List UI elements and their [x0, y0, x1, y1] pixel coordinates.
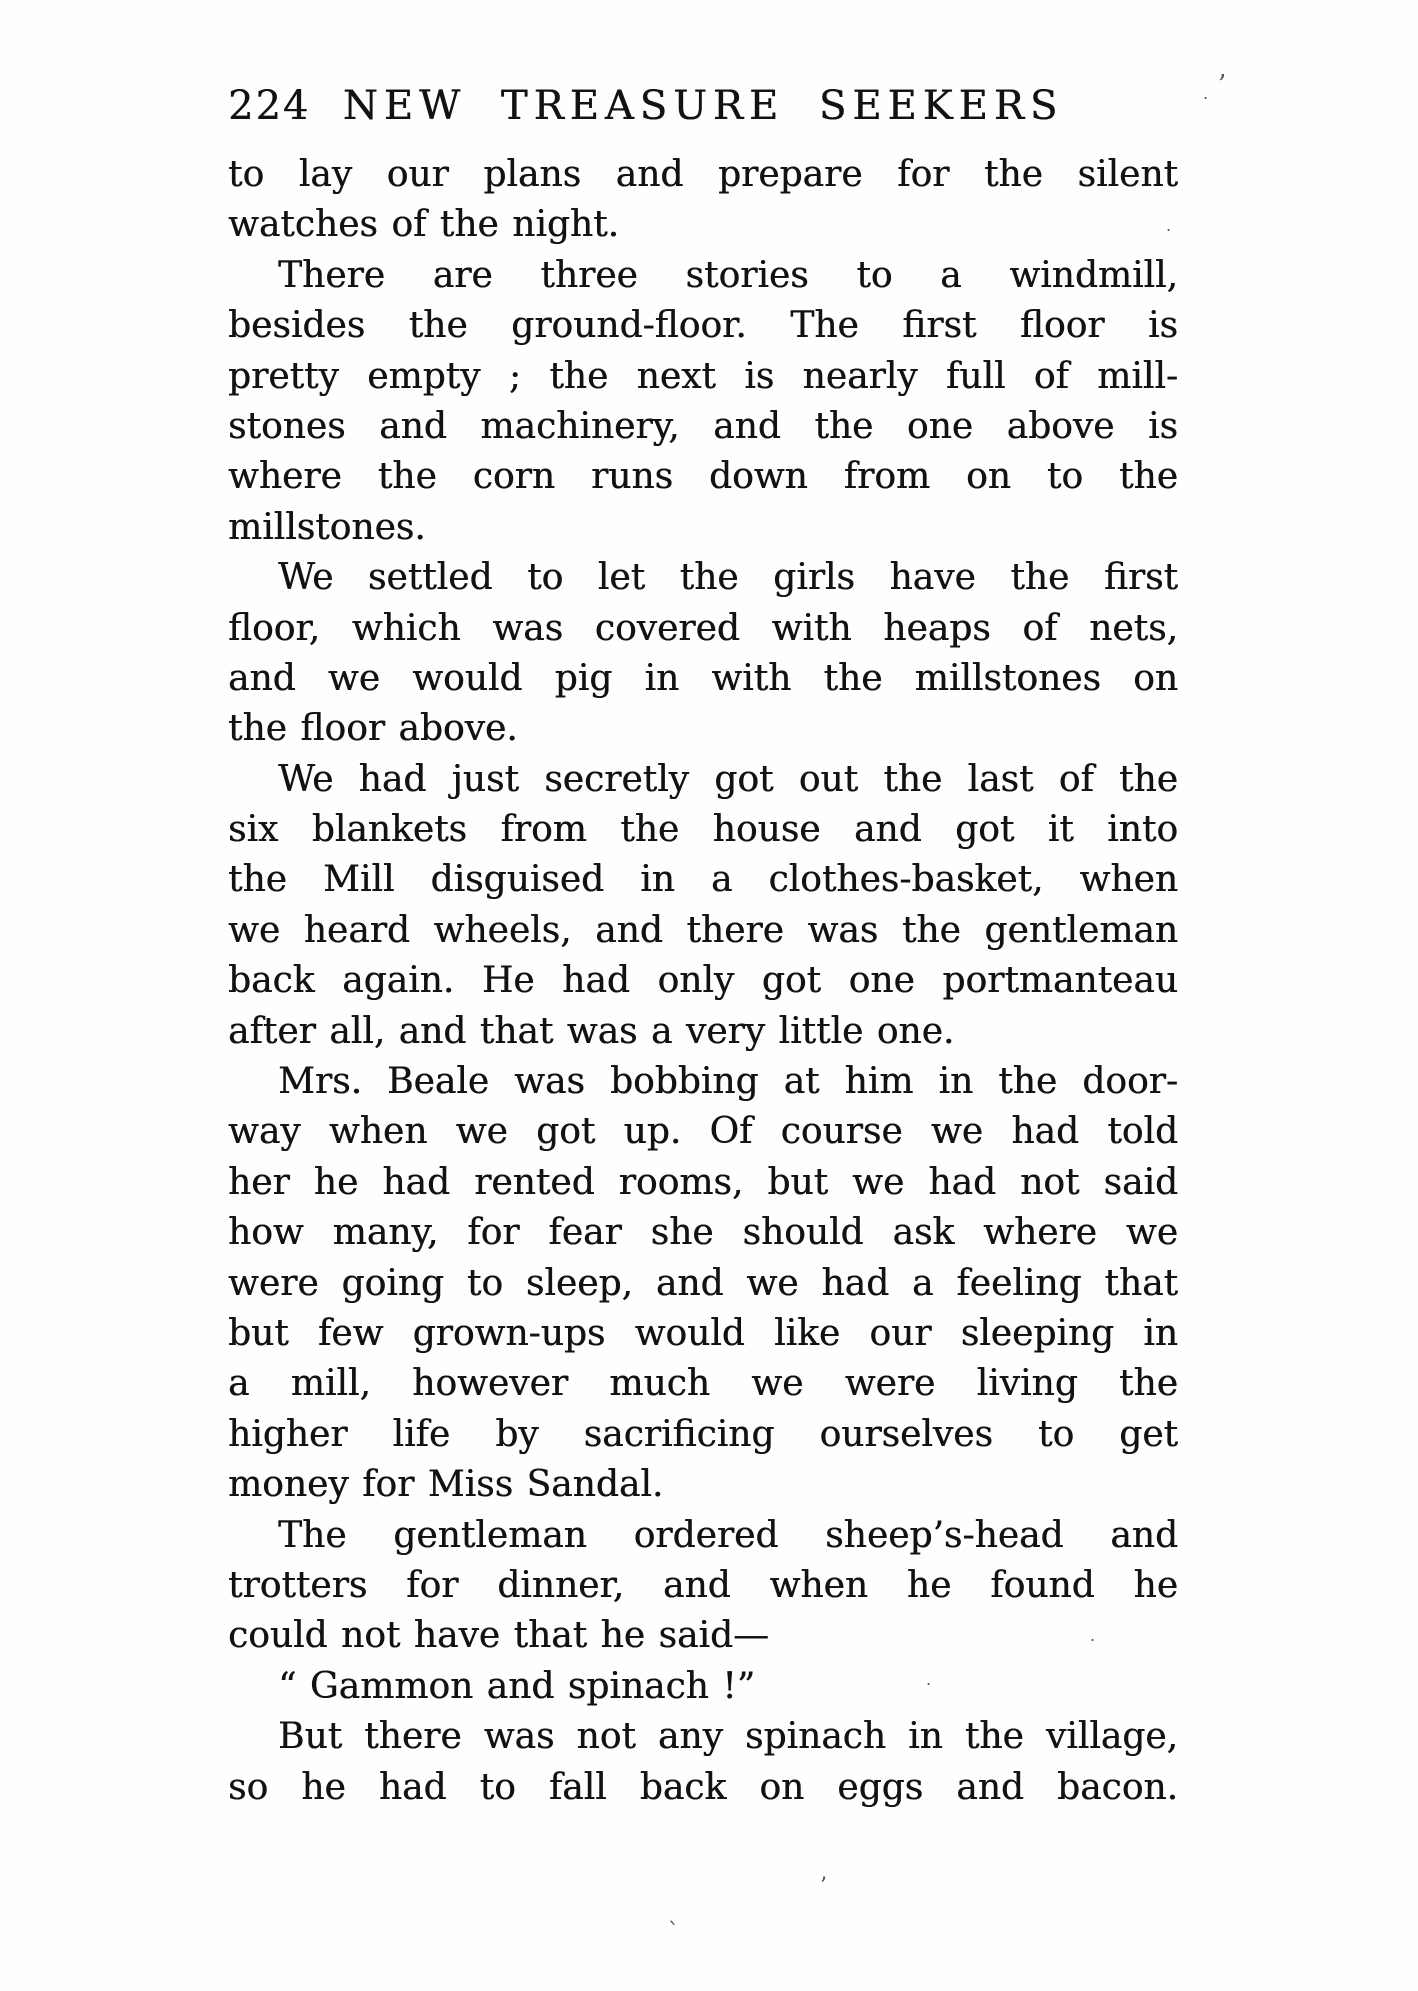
text-line: higher life by sacrificing ourselves to get	[228, 1413, 1178, 1455]
text-line: floor, which was covered with heaps of nets,	[228, 607, 1178, 649]
text-line: but few grown-ups would like our sleeping in	[228, 1312, 1178, 1354]
scan-speck: ’	[820, 1874, 827, 1899]
text-line: a mill, however much we were living the	[228, 1363, 1178, 1405]
scan-speck: `	[668, 1920, 679, 1945]
text-line: the floor above.	[228, 708, 518, 750]
text-line: where the corn runs down from on to the	[228, 456, 1178, 498]
text-line: way when we got up. Of course we had told	[228, 1111, 1178, 1153]
text-line: We settled to let the girls have the first	[278, 557, 1178, 599]
text-line: we heard wheels, and there was the gentleman	[228, 909, 1178, 951]
text-line: But there was not any spinach in the village,	[278, 1716, 1178, 1758]
text-line: after all, and that was a very little one.	[228, 1010, 955, 1052]
text-line: We had just secretly got out the last of the	[278, 758, 1178, 800]
text-line: were going to sleep, and we had a feeling that	[228, 1262, 1178, 1304]
text-line: so he had to fall back on eggs and bacon.	[228, 1766, 1178, 1808]
page-number: 224	[228, 83, 311, 129]
running-title: NEW TREASURE SEEKERS	[342, 83, 1064, 129]
scan-speck: ’	[1218, 70, 1227, 100]
text-line: pretty empty ; the next is nearly full of mill-	[228, 355, 1178, 397]
text-line: besides the ground-floor. The first floor is	[228, 305, 1178, 347]
text-line: six blankets from the house and got it into	[228, 809, 1178, 851]
text-line: the Mill disguised in a clothes-basket, when	[228, 859, 1178, 901]
text-line: millstones.	[228, 506, 426, 548]
scan-speck: .	[1166, 216, 1172, 235]
page-header	[228, 82, 1178, 130]
text-line: There are three stories to a windmill,	[278, 254, 1178, 296]
text-line: to lay our plans and prepare for the silent	[228, 154, 1178, 195]
text-line: watches of the night.	[228, 204, 619, 246]
scan-speck: .	[1090, 1626, 1096, 1645]
text-line: trotters for dinner, and when he found he	[228, 1564, 1178, 1606]
scan-speck: .	[1203, 84, 1209, 103]
text-line: how many, for fear she should ask where we	[228, 1212, 1178, 1254]
text-line: back again. He had only got one portmanteau	[228, 960, 1178, 1002]
text-line: Mrs. Beale was bobbing at him in the door-	[278, 1061, 1178, 1103]
scan-speck: .	[926, 1670, 932, 1689]
text-line: money for Miss Sandal.	[228, 1464, 664, 1506]
text-line: and we would pig in with the millstones on	[228, 657, 1178, 699]
body-text	[228, 150, 1178, 1813]
text-line: The gentleman ordered sheep’s-head and	[278, 1514, 1178, 1556]
text-line: could not have that he said—	[228, 1615, 769, 1657]
text-line: stones and machinery, and the one above is	[228, 405, 1178, 447]
text-line: her he had rented rooms, but we had not said	[228, 1161, 1178, 1203]
text-line: “ Gammon and spinach !”	[278, 1665, 756, 1707]
